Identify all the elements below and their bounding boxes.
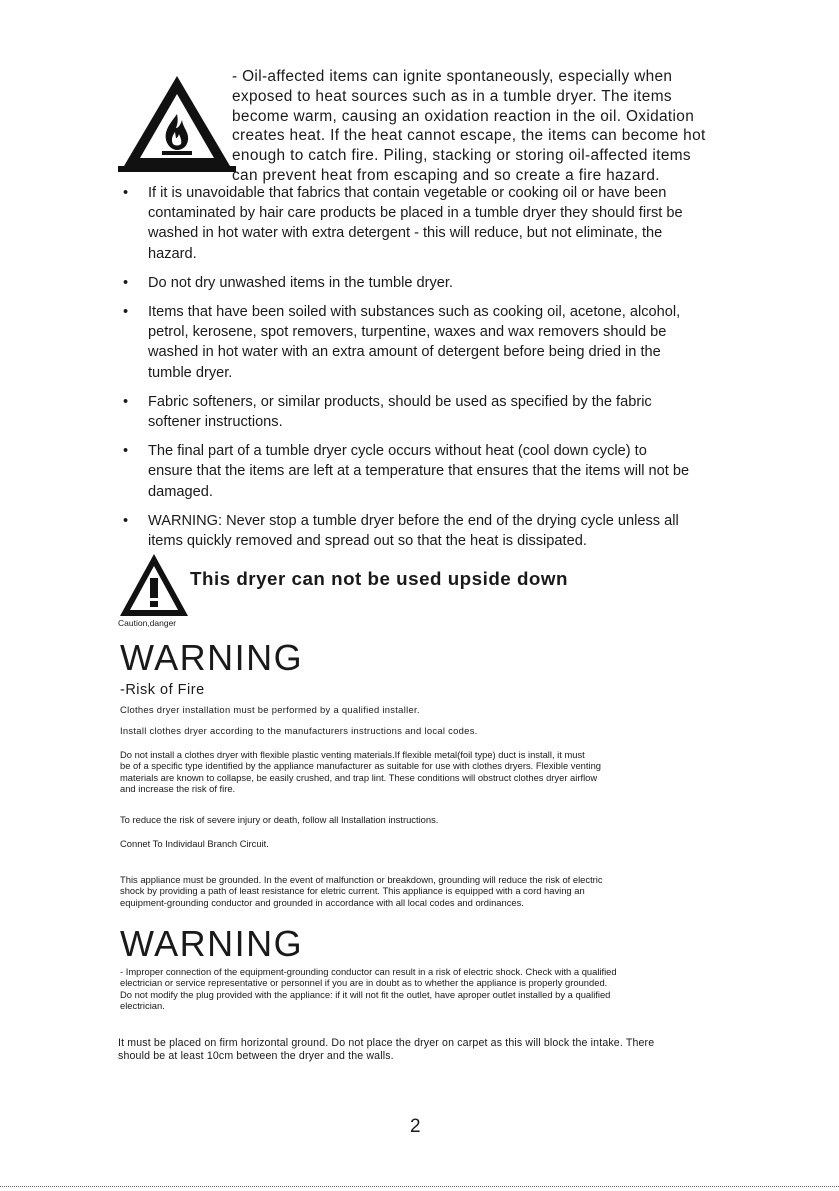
warning-title: WARNING <box>120 923 304 964</box>
warning-subtitle: -Risk of Fire <box>120 682 205 698</box>
list-item: • Items that have been soiled with substances such as cooking oil, acetone, alcohol, petrol, kerosene, spot removers, turpentine, waxes and wax removers should be washed in hot water with an extra amount of detergent before being dried in the tumble dryer. <box>123 304 681 381</box>
warning-paragraph: This appliance must be grounded. In the event of malfunction or breakdown, grounding will reduce the risk of electric shock by providing a path of least resistance for eletric current. This appliance is equipped with a cord having an equipment-grounding conductor and grounded in accordance with all local codes and ordinances. <box>120 874 603 908</box>
fire-warning-text: - Oil-affected items can ignite spontaneously, especially when exposed to heat sources such as in a tumble dryer. The items become warm, causing an oxidation reaction in the oil. Oxidation creates heat. If the heat cannot escape, the items can become hot enough to catch fire. Piling, stacking or storing oil-affected items can prevent heat from escaping and so create a fire hazard. <box>232 68 706 184</box>
list-item: • WARNING: Never stop a tumble dryer before the end of the drying cycle unless all items quickly removed and spread out so that the heat is dissipated. <box>123 512 679 550</box>
list-item: • If it is unavoidable that fabrics that contain vegetable or cooking oil or have been contaminated by hair care products be placed in a tumble dryer they should first be washed in hot water with extra detergent - this will reduce, but not eliminate, the hazard. <box>123 185 683 262</box>
fire-hazard-triangle-icon <box>118 74 236 174</box>
page-bottom-rule <box>0 1186 839 1187</box>
warning-title: WARNING <box>120 637 304 678</box>
warning-paragraph: Do not install a clothes dryer with flexible plastic venting materials.If flexible metal(foil type) duct is install, it must be of a specific type identified by the appliance manufacturer as suitable for use with clothes dryers. Flexible venting materials are known to collapse, be easily crushed, and trap lint. These conditions will obstruct clothes dryer airflow and increase the risk of fire. <box>120 749 601 795</box>
list-item: • Do not dry unwashed items in the tumble dryer. <box>123 274 454 291</box>
placement-note: It must be placed on firm horizontal ground. Do not place the dryer on carpet as this will block the intake. There should be at least 10cm between the dryer and the walls. <box>118 1037 655 1062</box>
warning-paragraph: To reduce the risk of severe injury or death, follow all Installation instructions. <box>120 814 439 825</box>
list-item: • The final part of a tumble dryer cycle occurs without heat (cool down cycle) to ensure that the items are left at a temperature that ensures that the items will not be damaged. <box>123 443 690 500</box>
warning-paragraph: Connet To Individaul Branch Circuit. <box>120 838 269 849</box>
precaution-list <box>118 183 718 560</box>
list-item: • Fabric softeners, or similar products, should be used as specified by the fabric softener instructions. <box>123 393 652 431</box>
caution-heading: This dryer can not be used upside down <box>190 568 568 589</box>
warning-paragraph: Clothes dryer installation must be performed by a qualified installer. <box>120 704 420 715</box>
caution-caption: Caution,danger <box>118 618 177 628</box>
warning-paragraph: Install clothes dryer according to the manufacturers instructions and local codes. <box>120 725 478 736</box>
caution-exclamation-triangle-icon <box>118 552 190 618</box>
warning-paragraph: - Improper connection of the equipment-grounding conductor can result in a risk of electric shock. Check with a qualified electrician or service representative or personnel if you are in doubt as to whether the appliance is properly grounded. Do not modify the plug provided with the appliance: if it will not fit the outlet, have aproper outlet installed by a qualified electrician. <box>120 966 617 1012</box>
page-number: 2 <box>410 1116 421 1137</box>
